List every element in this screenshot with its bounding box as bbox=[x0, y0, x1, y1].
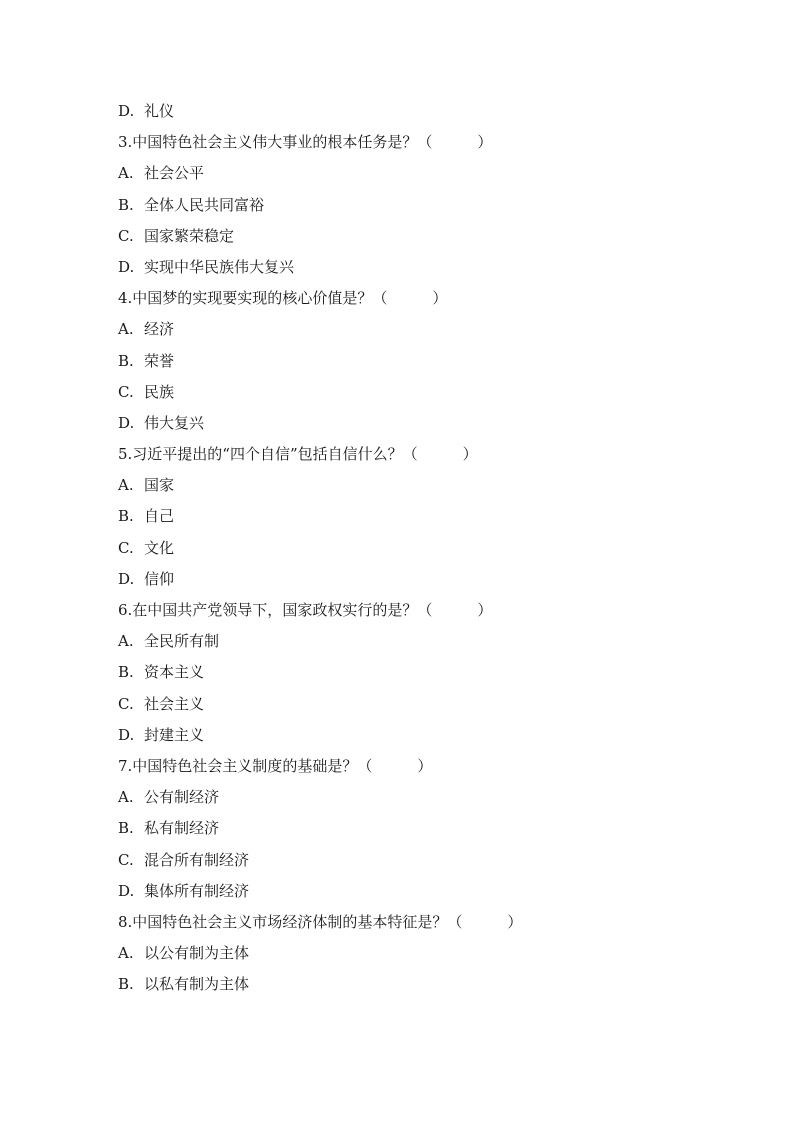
option-text: 自己 bbox=[144, 507, 175, 526]
option-letter: C. bbox=[118, 694, 134, 713]
option-line bbox=[118, 408, 718, 439]
option-line bbox=[118, 876, 718, 907]
option-letter: C. bbox=[118, 538, 134, 557]
option-letter: B. bbox=[118, 351, 134, 370]
option-letter: A. bbox=[118, 164, 134, 183]
option-text: 信仰 bbox=[144, 569, 175, 588]
question-text: 7.中国特色社会主义制度的基础是？（ ） bbox=[118, 756, 433, 775]
option-letter: A. bbox=[118, 632, 134, 651]
option-letter: D. bbox=[118, 881, 135, 900]
question-line bbox=[118, 595, 718, 626]
option-letter: D. bbox=[118, 569, 135, 588]
option-text: 经济 bbox=[144, 320, 175, 339]
option-text: 公有制经济 bbox=[144, 788, 220, 807]
option-text: 混合所有制经济 bbox=[144, 850, 250, 869]
option-text: 伟大复兴 bbox=[144, 413, 205, 432]
option-text: 以公有制为主体 bbox=[144, 944, 250, 963]
option-text: 民族 bbox=[144, 382, 175, 401]
option-line bbox=[118, 938, 718, 969]
option-line bbox=[118, 657, 718, 688]
question-text: 4.中国梦的实现要实现的核心价值是？（ ） bbox=[118, 289, 448, 308]
question-text: 6.在中国共产党领导下，国家政权实行的是？（ ） bbox=[118, 601, 493, 619]
option-line bbox=[118, 689, 718, 720]
option-line bbox=[118, 720, 718, 751]
question-line bbox=[118, 751, 718, 782]
option-letter: B. bbox=[118, 819, 134, 838]
option-text: 礼仪 bbox=[144, 102, 175, 120]
option-letter: C. bbox=[118, 382, 134, 401]
option-line bbox=[118, 346, 718, 377]
option-text: 社会主义 bbox=[144, 694, 205, 713]
question-text: 8.中国特色社会主义市场经济体制的基本特征是？（ ） bbox=[118, 912, 523, 931]
question-text: 3.中国特色社会主义伟大事业的根本任务是？（ ） bbox=[118, 133, 493, 152]
option-line bbox=[118, 969, 718, 1000]
option-letter: B. bbox=[118, 663, 134, 682]
option-line bbox=[118, 470, 718, 501]
option-line bbox=[118, 190, 718, 221]
option-line bbox=[118, 626, 718, 657]
option-line bbox=[118, 314, 718, 345]
option-letter: C. bbox=[118, 850, 134, 869]
option-letter: D. bbox=[118, 257, 135, 276]
question-line bbox=[118, 283, 718, 314]
option-line bbox=[118, 533, 718, 564]
option-line bbox=[118, 813, 718, 844]
option-line bbox=[118, 377, 718, 408]
option-text: 集体所有制经济 bbox=[144, 881, 250, 900]
option-text: 实现中华民族伟大复兴 bbox=[144, 257, 295, 276]
option-text: 国家繁荣稳定 bbox=[144, 226, 235, 245]
option-text: 以私有制为主体 bbox=[144, 975, 250, 994]
question-list bbox=[118, 96, 718, 1000]
option-text: 封建主义 bbox=[144, 725, 205, 744]
option-letter: C. bbox=[118, 226, 134, 245]
option-letter: A. bbox=[118, 788, 134, 807]
option-line bbox=[118, 158, 718, 189]
option-letter: B. bbox=[118, 507, 134, 526]
option-letter: D. bbox=[118, 725, 135, 744]
option-line bbox=[118, 501, 718, 532]
option-text: 私有制经济 bbox=[144, 819, 220, 838]
question-text: 5.习近平提出的“四个自信”包括自信什么？（ ） bbox=[118, 445, 478, 464]
option-text: 全体人民共同富裕 bbox=[144, 195, 265, 214]
option-letter: A. bbox=[118, 320, 134, 339]
option-text: 社会公平 bbox=[144, 164, 205, 183]
option-line bbox=[118, 564, 718, 595]
question-line bbox=[118, 439, 718, 470]
option-text: 资本主义 bbox=[144, 663, 205, 682]
option-letter: D. bbox=[118, 102, 135, 120]
option-letter: B. bbox=[118, 195, 134, 214]
question-line bbox=[118, 127, 718, 158]
option-text: 全民所有制 bbox=[144, 632, 220, 651]
option-text: 荣誉 bbox=[144, 351, 175, 370]
option-letter: B. bbox=[118, 975, 134, 994]
option-line bbox=[118, 252, 718, 283]
option-line bbox=[118, 221, 718, 252]
option-line bbox=[118, 845, 718, 876]
option-letter: A. bbox=[118, 944, 134, 963]
option-text: 国家 bbox=[144, 476, 175, 495]
option-letter: D. bbox=[118, 413, 135, 432]
question-line bbox=[118, 907, 718, 938]
option-line bbox=[118, 782, 718, 813]
option-line bbox=[118, 96, 718, 127]
option-text: 文化 bbox=[144, 538, 175, 557]
option-letter: A. bbox=[118, 476, 134, 495]
